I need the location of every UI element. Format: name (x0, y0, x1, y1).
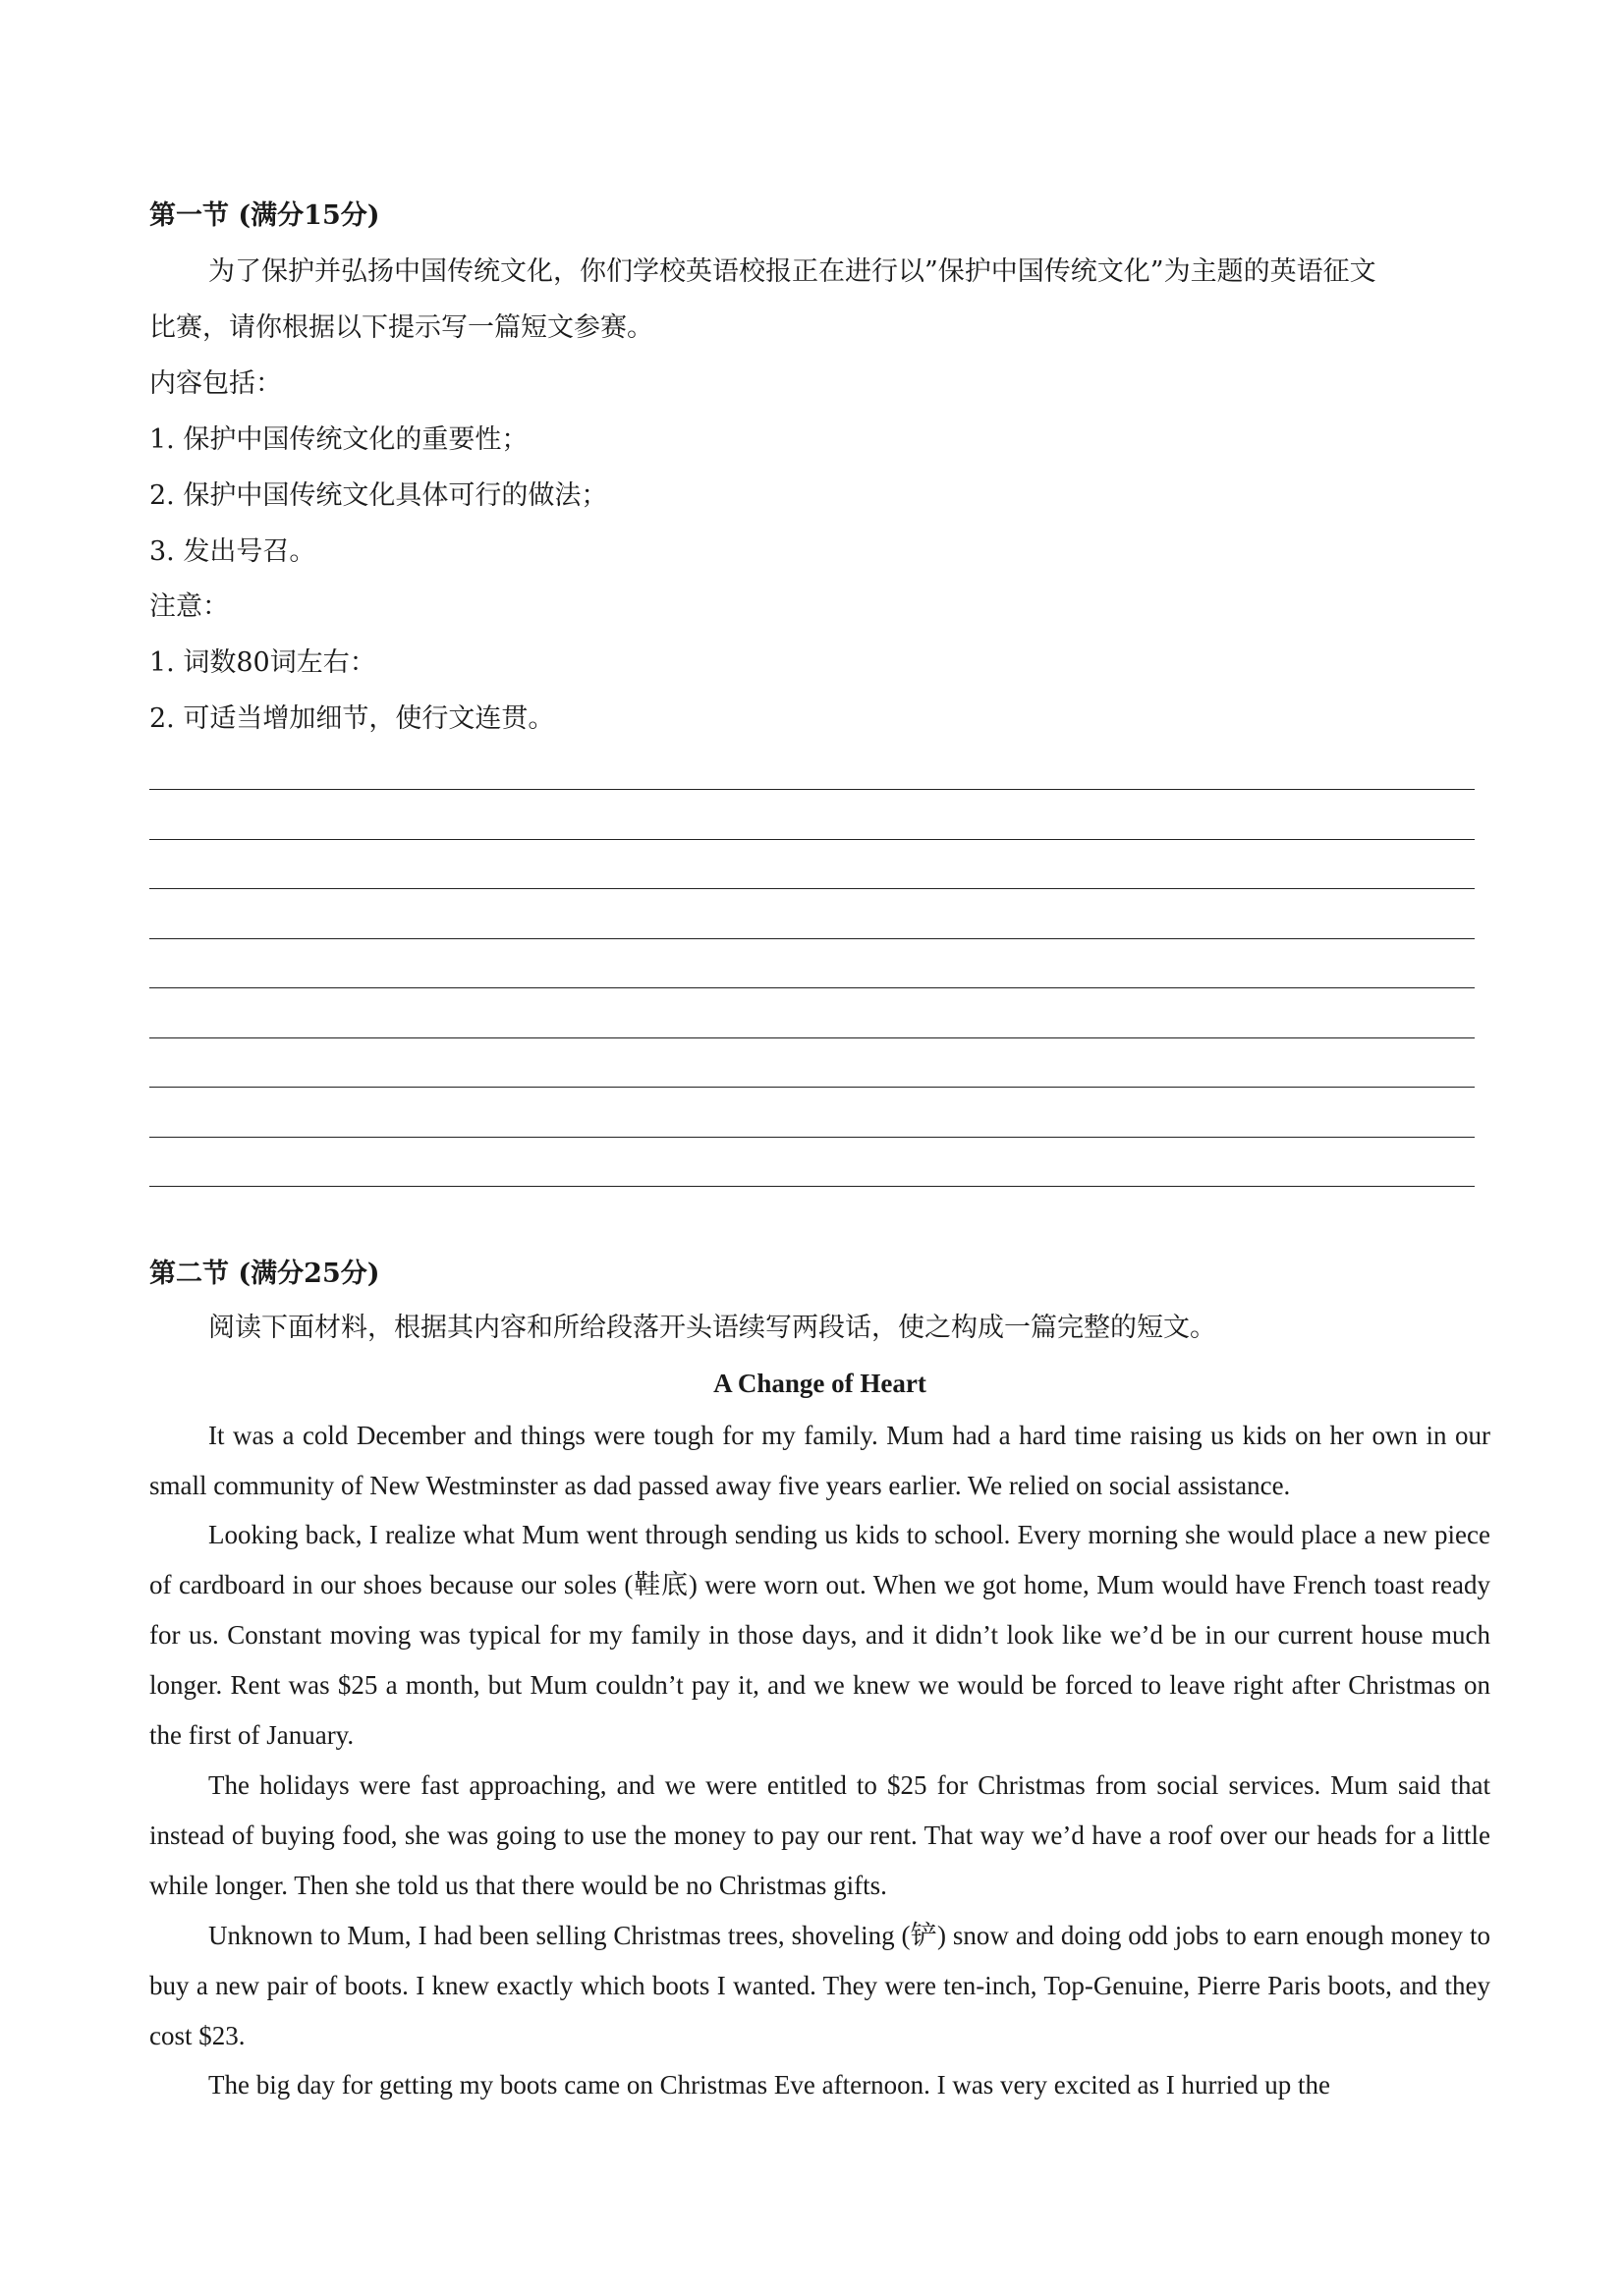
answer-line[interactable] (149, 888, 1475, 889)
passage-paragraph-2: Looking back, I realize what Mum went through sending us kids to school. Every morning she would place a new piece of cardboard in our shoes because our soles (鞋底) were worn out. When we got home, Mum would have French toast ready for us. Constant moving was typical for my family in those days, and it didn’t look like we’d be in our current house much longer. Rent was $25 a month, but Mum couldn’t pay it, and we knew we would be forced to leave right after Christmas on the first of January. (149, 1520, 1490, 1750)
section1-intro-line1: 为了保护并弘扬中国传统文化，你们学校英语校报正在进行以”保护中国传统文化”为主题的英语征文 (208, 256, 1376, 287)
section1-heading: 第一节 (满分15分) (149, 200, 380, 231)
passage-title: A Change of Heart (713, 1369, 926, 1398)
notes-item-2: 2. 可适当增加细节，使行文连贯。 (149, 703, 555, 734)
content-item-2: 2. 保护中国传统文化具体可行的做法； (149, 480, 608, 511)
answer-line[interactable] (149, 789, 1475, 790)
answer-line[interactable] (149, 1037, 1475, 1038)
section1-intro-line2: 比赛，请你根据以下提示写一篇短文参赛。 (149, 312, 653, 343)
answer-line[interactable] (149, 1087, 1475, 1088)
content-item-1: 1. 保护中国传统文化的重要性； (149, 424, 529, 455)
answer-line[interactable] (149, 1137, 1475, 1138)
section2-instruction: 阅读下面材料，根据其内容和所给段落开头语续写两段话，使之构成一篇完整的短文。 (208, 1313, 1216, 1343)
document-page (149, 0, 1490, 2296)
passage-paragraph-1: It was a cold December and things were tough for my family. Mum had a hard time raising us kids on her own in our small community of New Westminster as dad passed away five years earlier. We relied on social assistance. (149, 1421, 1490, 1500)
passage-paragraph-5: The big day for getting my boots came on Christmas Eve afternoon. I was very excited as I hurried up the (208, 2070, 1330, 2100)
section2-heading: 第二节 (满分25分) (149, 1259, 380, 1289)
content-label: 内容包括： (149, 368, 282, 399)
notes-label: 注意： (149, 591, 229, 622)
answer-line[interactable] (149, 987, 1475, 988)
passage-paragraph-4: Unknown to Mum, I had been selling Christmas trees, shoveling (铲) snow and doing odd jobs to earn enough money to buy a new pair of boots. I knew exactly which boots I wanted. They were ten-inch, Top-Genuine, Pierre Paris boots, and they cost $23. (149, 1921, 1490, 2050)
answer-line[interactable] (149, 839, 1475, 840)
content-item-3: 3. 发出号召。 (149, 536, 316, 567)
notes-item-1: 1. 词数80词左右： (149, 647, 376, 678)
answer-line[interactable] (149, 1186, 1475, 1187)
passage-paragraph-3: The holidays were fast approaching, and we were entitled to $25 for Christmas from social services. Mum said that instead of buying food, she was going to use the money to pay our rent. That way we’d have a roof over our heads for a little while longer. Then she told us that there would be no Christmas gifts. (149, 1770, 1490, 1900)
answer-line[interactable] (149, 938, 1475, 939)
